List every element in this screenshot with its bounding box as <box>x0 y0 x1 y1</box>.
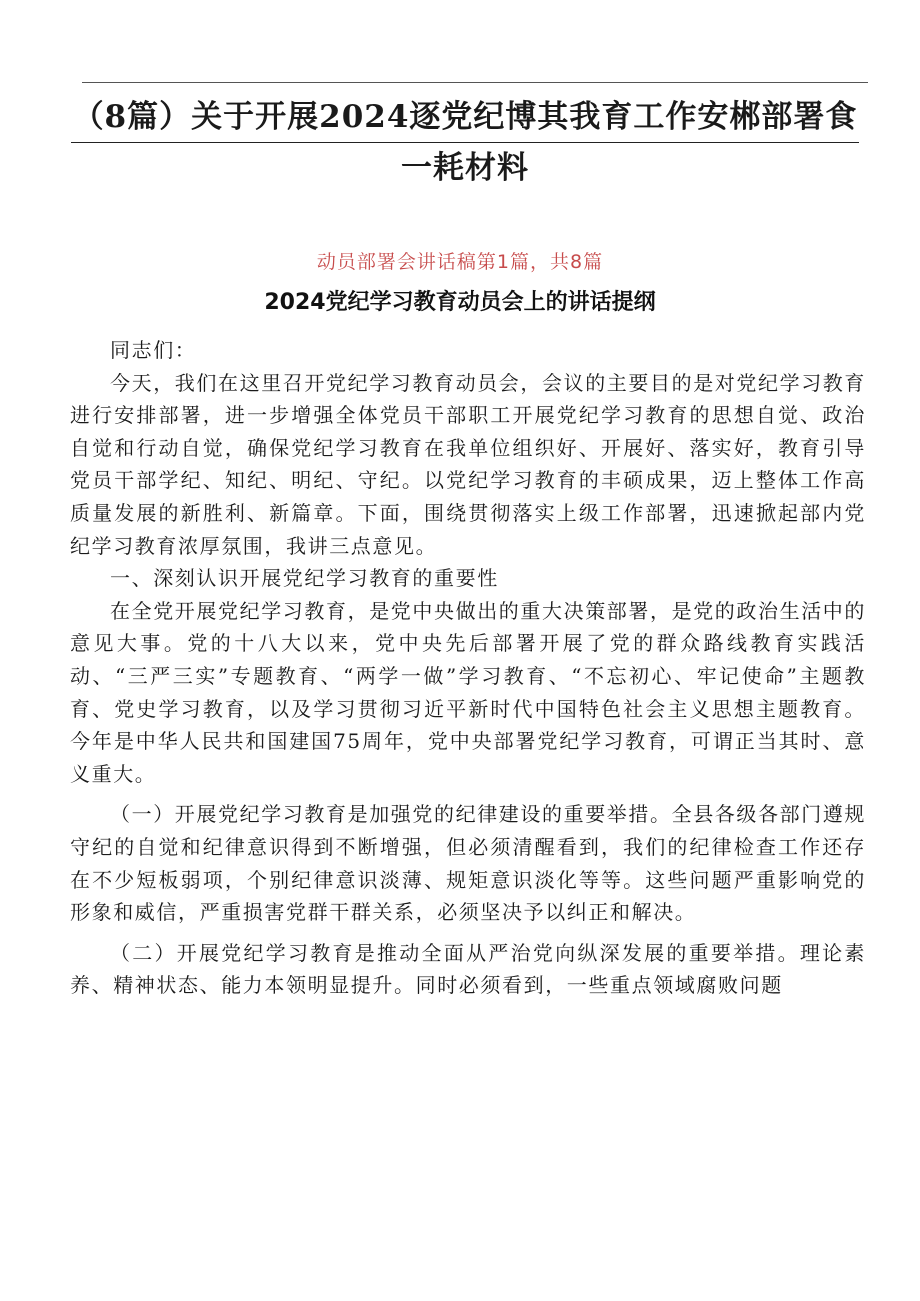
title-line-2: 一耗材料 <box>401 150 529 186</box>
paragraph: （一）开展党纪学习教育是加强党的纪律建设的重要举措。全县各级各部门遵规守纪的自觉和纪律意识得到不断增强，但必须清醒看到，我们的纪律检查工作还存在不少短板弱项，个别纪律意识淡薄、规矩意识淡化等等。这些问题严重影响党的形象和威信，严重损害党群干群关系，必须坚决予以纠正和解决。 <box>70 802 866 925</box>
title-line-1: （8篇）关于开展2024逐党纪博其我育工作安郴部署食 <box>71 92 860 143</box>
document-title <box>70 92 860 193</box>
section-subhead: 动员部署会讲话稿第1篇，共8篇 <box>316 251 604 273</box>
paragraph: （二）开展党纪学习教育是推动全面从严治党向纵深发展的重要举措。理论素养、精神状态、能力本领明显提升。同时必须看到，一些重点领域腐败问题 <box>70 940 866 998</box>
header-rule <box>82 82 868 83</box>
salutation: 同志们： <box>110 338 197 362</box>
section-heading: 一、深刻认识开展党纪学习教育的重要性 <box>110 566 499 591</box>
document-body <box>70 334 866 1002</box>
paragraph: 今天，我们在这里召开党纪学习教育动员会，会议的主要目的是对党纪学习教育进行安排部署，进一步增强全体党员干部职工开展党纪学习教育的思想自觉、政治自觉和行动自觉，确保党纪学习教育在我单位组织好、开展好、落实好，教育引导党员干部学纪、知纪、明纪、守纪。以党纪学习教育的丰硕成果，迈上整体工作高质量发展的新胜利、新篇章。下面，围绕贯彻落实上级工作部署，迅速掀起部内党纪学习教育浓厚氛围，我讲三点意见。 <box>70 370 866 558</box>
speech-title: 2024党纪学习教育动员会上的讲话提纲 <box>264 290 656 315</box>
paragraph: 在全党开展党纪学习教育，是党中央做出的重大决策部署，是党的政治生活中的意见大事。党的十八大以来，党中央先后部署开展了党的群众路线教育实践活动、“三严三实”专题教育、“两学一做”学习教育、“不忘初心、牢记使命”主题教育、党史学习教育，以及学习贯彻习近平新时代中国特色社会主义思想主题教育。今年是中华人民共和国建国75周年，党中央部署党纪学习教育，可谓正当其时、意义重大。 <box>70 598 866 786</box>
